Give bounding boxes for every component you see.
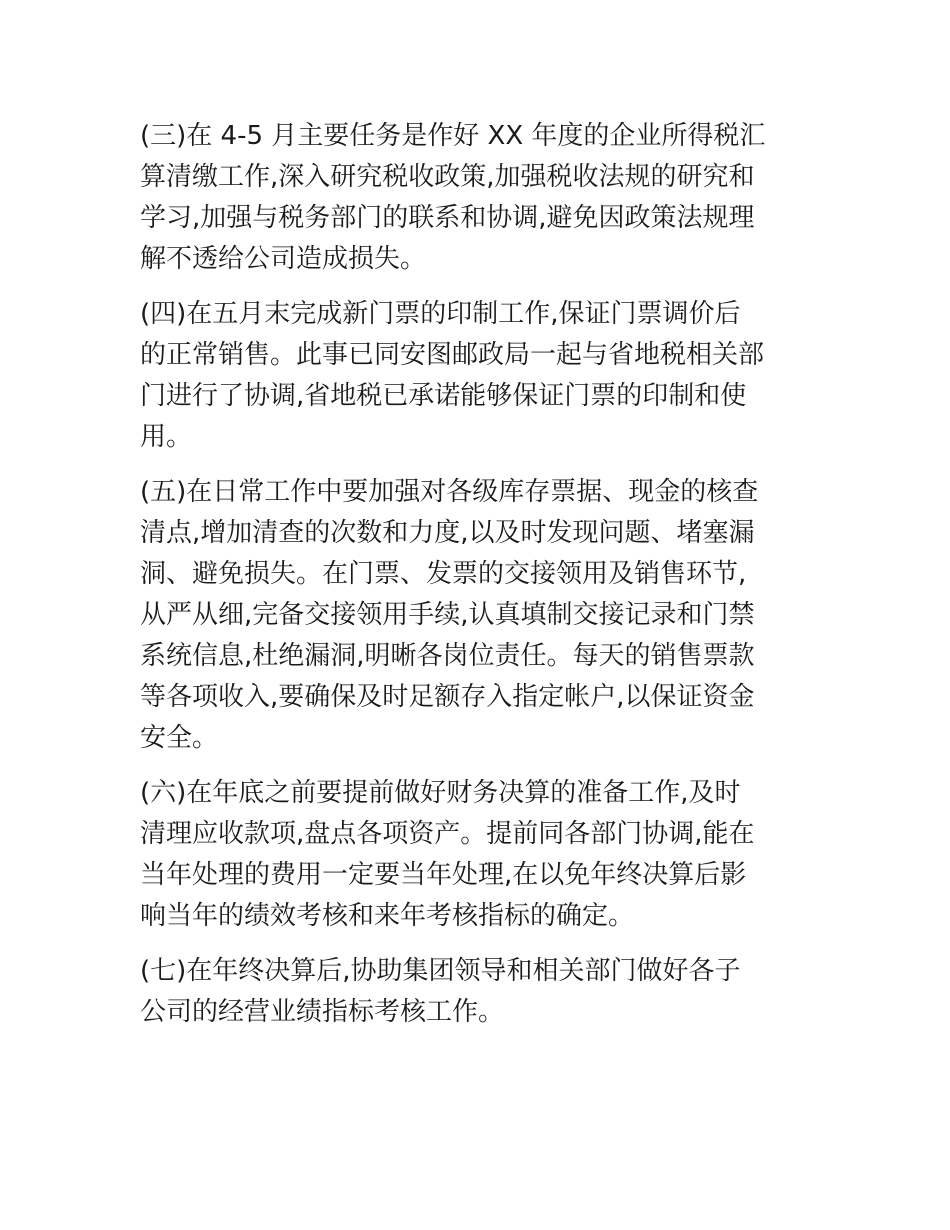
text-line: 等各项收入,要确保及时足额存入指定帐户,以保证资金 xyxy=(140,682,755,712)
paragraph-5 xyxy=(140,472,815,759)
text-line: 从严从细,完备交接领用手续,认真填制交接记录和门禁 xyxy=(140,600,755,630)
text-line: 洞、避免损失。在门票、发票的交接领用及销售环节, xyxy=(140,559,747,589)
paragraph-6 xyxy=(140,773,815,937)
text-line: 学习,加强与税务部门的联系和协调,避免因政策法规理 xyxy=(140,203,755,233)
text-line: 公司的经营业绩指标考核工作。 xyxy=(140,997,505,1027)
text-line: (六)在年底之前要提前做好财务决算的准备工作,及时 xyxy=(140,778,741,808)
text-line: (三)在 4-5 月主要任务是作好 XX 年度的企业所得税汇 xyxy=(140,121,766,151)
paragraph-4 xyxy=(140,294,815,458)
text-line: 的正常销售。此事已同安图邮政局一起与省地税相关部 xyxy=(140,340,765,370)
text-line: 当年处理的费用一定要当年处理,在以免年终决算后影 xyxy=(140,860,747,890)
text-line: (四)在五月末完成新门票的印制工作,保证门票调价后 xyxy=(140,299,741,329)
text-line: 系统信息,杜绝漏洞,明晰各岗位责任。每天的销售票款 xyxy=(140,641,755,671)
paragraph-3 xyxy=(140,116,815,280)
text-line: 用。 xyxy=(140,422,193,452)
text-line: 清理应收款项,盘点各项资产。提前同各部门协调,能在 xyxy=(140,819,755,849)
text-line: (七)在年终决算后,协助集团领导和相关部门做好各子 xyxy=(140,956,741,986)
text-line: 安全。 xyxy=(140,723,219,753)
text-line: 响当年的绩效考核和来年考核指标的确定。 xyxy=(140,901,635,931)
text-line: 算清缴工作,深入研究税收政策,加强税收法规的研究和 xyxy=(140,162,755,192)
text-line: 清点,增加清查的次数和力度,以及时发现问题、堵塞漏 xyxy=(140,518,755,548)
text-line: (五)在日常工作中要加强对各级库存票据、现金的核查 xyxy=(140,477,759,507)
text-line: 解不透给公司造成损失。 xyxy=(140,244,427,274)
text-line: 门进行了协调,省地税已承诺能够保证门票的印制和使 xyxy=(140,381,747,411)
paragraph-7 xyxy=(140,951,815,1033)
document-body xyxy=(140,116,815,1047)
